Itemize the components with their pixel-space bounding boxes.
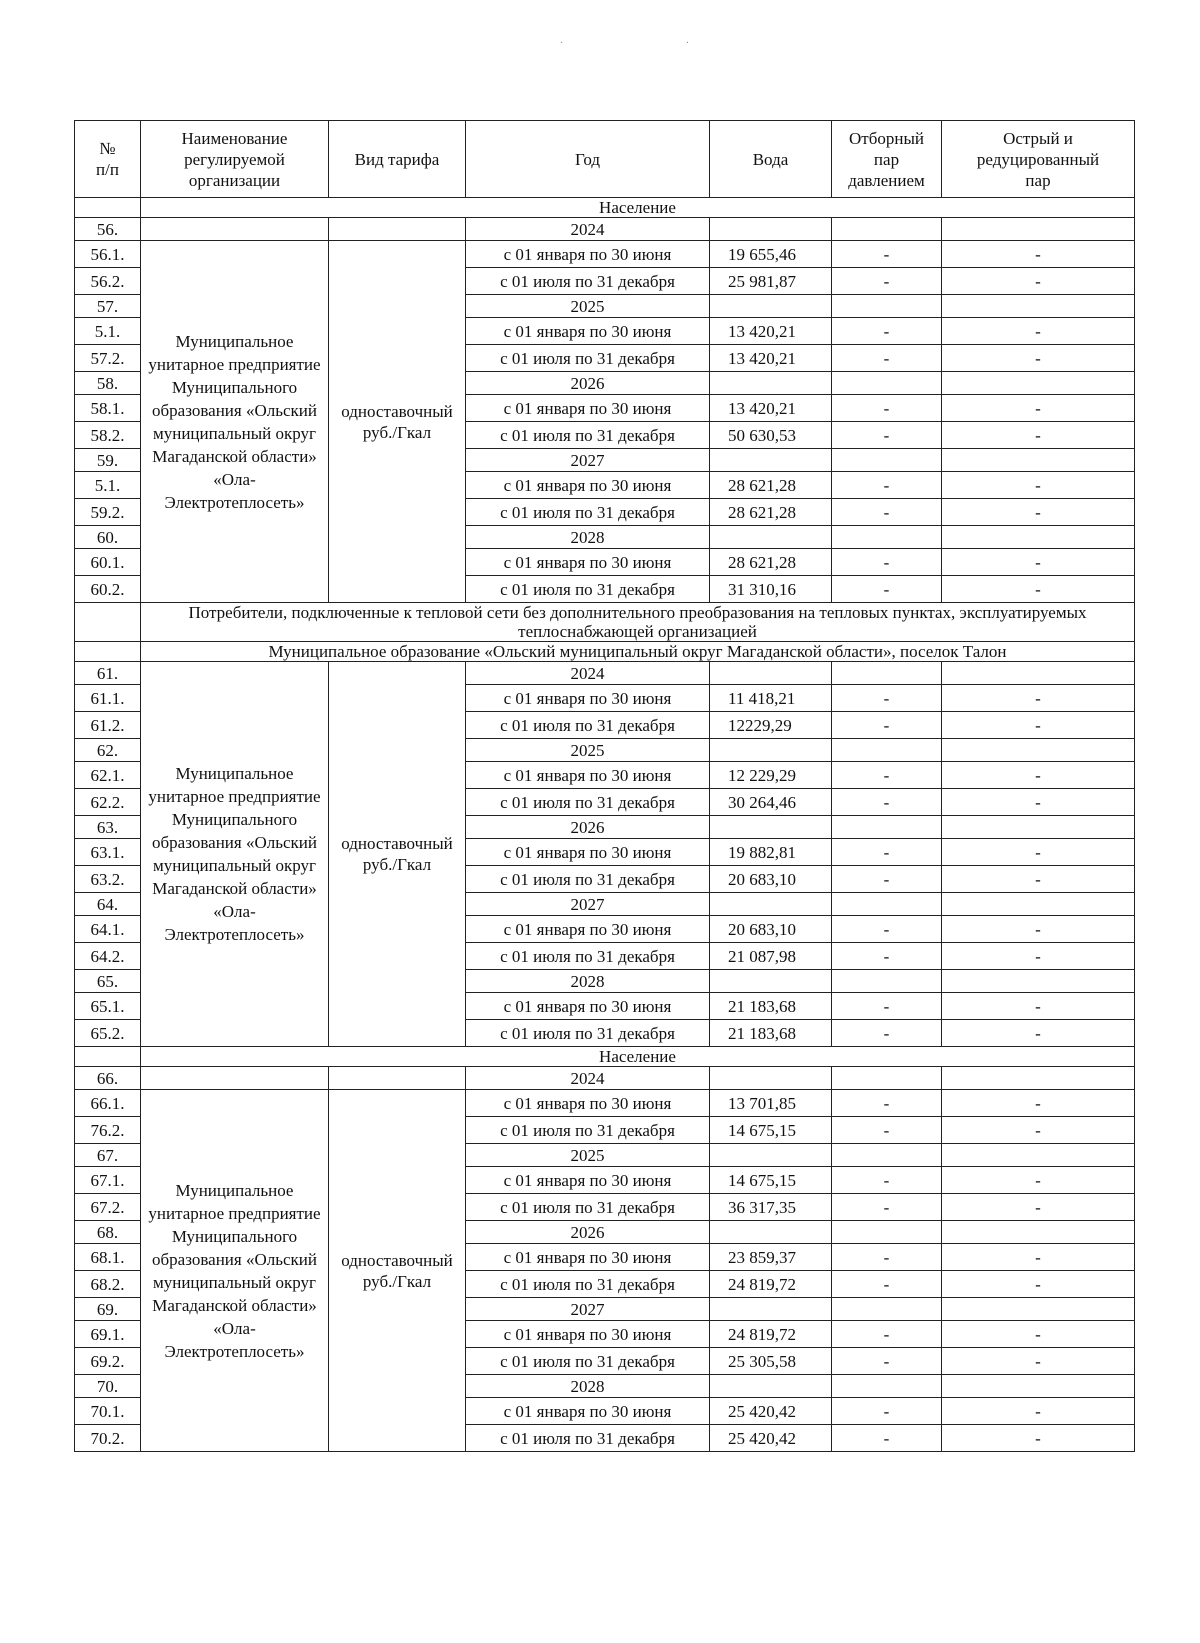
steam-sharp-value: - — [942, 241, 1135, 268]
period-label: с 01 января по 30 июня — [466, 685, 710, 712]
year-label: 2027 — [466, 449, 710, 472]
empty-value — [942, 526, 1135, 549]
year-label: 2026 — [466, 1221, 710, 1244]
row-number: 59.2. — [75, 499, 141, 526]
steam-sharp-value: - — [942, 943, 1135, 970]
steam-sharp-value: - — [942, 916, 1135, 943]
steam-sharp-value: - — [942, 1020, 1135, 1047]
period-label: с 01 января по 30 июня — [466, 1090, 710, 1117]
year-label: 2024 — [466, 1067, 710, 1090]
steam-sharp-value: - — [942, 762, 1135, 789]
row-number: 66.1. — [75, 1090, 141, 1117]
empty-value — [832, 1298, 942, 1321]
table-row — [75, 241, 1135, 268]
steam-sharp-value: - — [942, 866, 1135, 893]
empty-value — [832, 739, 942, 762]
year-row — [75, 1067, 1135, 1090]
water-value: 36 317,35 — [710, 1194, 832, 1221]
period-label: с 01 января по 30 июня — [466, 1321, 710, 1348]
water-value: 20 683,10 — [710, 866, 832, 893]
period-label: с 01 января по 30 июня — [466, 549, 710, 576]
section-title-row — [75, 198, 1135, 218]
year-label: 2026 — [466, 372, 710, 395]
water-value: 11 418,21 — [710, 685, 832, 712]
table-body — [75, 198, 1135, 1452]
empty-value — [710, 970, 832, 993]
water-value: 30 264,46 — [710, 789, 832, 816]
header-water: Вода — [710, 121, 832, 198]
section-num-cell — [75, 603, 141, 642]
table-row — [75, 1090, 1135, 1117]
row-number: 67.1. — [75, 1167, 141, 1194]
empty-value — [710, 526, 832, 549]
steam-sharp-value: - — [942, 318, 1135, 345]
steam-sharp-value: - — [942, 1425, 1135, 1452]
water-value: 13 420,21 — [710, 318, 832, 345]
steam-selected-value: - — [832, 395, 942, 422]
section-title: Потребители, подключенные к тепловой сети без дополнительного преобразования на тепловых пунктах, эксплуатируемых теплоснабжающей организацией — [141, 603, 1135, 642]
water-value: 21 183,68 — [710, 1020, 832, 1047]
section-num-cell — [75, 1047, 141, 1067]
section-title: Население — [141, 1047, 1135, 1067]
period-label: с 01 января по 30 июня — [466, 916, 710, 943]
steam-sharp-value: - — [942, 839, 1135, 866]
steam-selected-value: - — [832, 943, 942, 970]
row-number: 56.1. — [75, 241, 141, 268]
row-number: 61. — [75, 662, 141, 685]
steam-selected-value: - — [832, 549, 942, 576]
period-label: с 01 июля по 31 декабря — [466, 576, 710, 603]
steam-selected-value: - — [832, 1117, 942, 1144]
water-value: 24 819,72 — [710, 1321, 832, 1348]
row-number: 60. — [75, 526, 141, 549]
year-label: 2025 — [466, 1144, 710, 1167]
tariff-table — [74, 120, 1135, 1452]
empty-value — [710, 1144, 832, 1167]
period-label: с 01 января по 30 июня — [466, 1398, 710, 1425]
steam-sharp-value: - — [942, 1321, 1135, 1348]
water-value: 25 420,42 — [710, 1425, 832, 1452]
row-number: 62. — [75, 739, 141, 762]
period-label: с 01 июля по 31 декабря — [466, 1348, 710, 1375]
empty-value — [832, 295, 942, 318]
tariff-type: одноставочный руб./Гкал — [329, 1090, 466, 1452]
steam-sharp-value: - — [942, 472, 1135, 499]
water-value: 25 305,58 — [710, 1348, 832, 1375]
empty-value — [942, 218, 1135, 241]
year-row — [75, 218, 1135, 241]
row-number: 60.2. — [75, 576, 141, 603]
empty-value — [710, 816, 832, 839]
section-title: Население — [141, 198, 1135, 218]
row-number: 58. — [75, 372, 141, 395]
period-label: с 01 января по 30 июня — [466, 1244, 710, 1271]
period-label: с 01 июля по 31 декабря — [466, 1194, 710, 1221]
row-number: 69.2. — [75, 1348, 141, 1375]
water-value: 12 229,29 — [710, 762, 832, 789]
steam-selected-value: - — [832, 1271, 942, 1298]
row-number: 60.1. — [75, 549, 141, 576]
year-label: 2028 — [466, 1375, 710, 1398]
water-value: 20 683,10 — [710, 916, 832, 943]
period-label: с 01 июля по 31 декабря — [466, 866, 710, 893]
empty-value — [710, 662, 832, 685]
year-row — [75, 662, 1135, 685]
steam-selected-value: - — [832, 318, 942, 345]
row-number: 58.2. — [75, 422, 141, 449]
row-number: 5.1. — [75, 472, 141, 499]
row-number: 65.2. — [75, 1020, 141, 1047]
water-value: 28 621,28 — [710, 472, 832, 499]
row-number: 69. — [75, 1298, 141, 1321]
steam-sharp-value: - — [942, 993, 1135, 1020]
empty-value — [710, 1221, 832, 1244]
empty-value — [942, 295, 1135, 318]
period-label: с 01 июля по 31 декабря — [466, 712, 710, 739]
steam-selected-value: - — [832, 1090, 942, 1117]
water-value: 19 882,81 — [710, 839, 832, 866]
steam-selected-value: - — [832, 1020, 942, 1047]
water-value: 14 675,15 — [710, 1117, 832, 1144]
row-number: 68.2. — [75, 1271, 141, 1298]
row-number: 5.1. — [75, 318, 141, 345]
empty-value — [832, 816, 942, 839]
steam-selected-value: - — [832, 712, 942, 739]
water-value: 28 621,28 — [710, 549, 832, 576]
steam-selected-value: - — [832, 499, 942, 526]
year-label: 2025 — [466, 295, 710, 318]
steam-selected-value: - — [832, 576, 942, 603]
empty-value — [832, 1144, 942, 1167]
steam-sharp-value: - — [942, 268, 1135, 295]
row-number: 56. — [75, 218, 141, 241]
water-value: 31 310,16 — [710, 576, 832, 603]
steam-selected-value: - — [832, 839, 942, 866]
empty-value — [942, 893, 1135, 916]
empty-tariff-cell — [329, 218, 466, 241]
row-number: 56.2. — [75, 268, 141, 295]
period-label: с 01 июля по 31 декабря — [466, 1020, 710, 1047]
year-label: 2027 — [466, 893, 710, 916]
period-label: с 01 января по 30 июня — [466, 395, 710, 422]
steam-sharp-value: - — [942, 685, 1135, 712]
empty-org-cell — [141, 218, 329, 241]
period-label: с 01 января по 30 июня — [466, 993, 710, 1020]
steam-sharp-value: - — [942, 712, 1135, 739]
empty-value — [710, 449, 832, 472]
empty-value — [942, 662, 1135, 685]
period-label: с 01 января по 30 июня — [466, 241, 710, 268]
year-label: 2026 — [466, 816, 710, 839]
empty-value — [942, 970, 1135, 993]
steam-sharp-value: - — [942, 1271, 1135, 1298]
water-value: 14 675,15 — [710, 1167, 832, 1194]
empty-value — [710, 295, 832, 318]
period-label: с 01 июля по 31 декабря — [466, 943, 710, 970]
header-steam-sharp: Острый и редуцированный пар — [942, 121, 1135, 198]
section-subtitle-row — [75, 642, 1135, 662]
scan-dots: · · — [560, 38, 750, 49]
steam-sharp-value: - — [942, 345, 1135, 372]
empty-value — [832, 970, 942, 993]
row-number: 64.1. — [75, 916, 141, 943]
row-number: 66. — [75, 1067, 141, 1090]
section-title-row — [75, 1047, 1135, 1067]
steam-selected-value: - — [832, 1244, 942, 1271]
empty-value — [942, 1221, 1135, 1244]
tariff-type: одноставочный руб./Гкал — [329, 662, 466, 1047]
empty-value — [832, 449, 942, 472]
row-number: 65. — [75, 970, 141, 993]
period-label: с 01 июля по 31 декабря — [466, 1425, 710, 1452]
empty-org-cell — [141, 1067, 329, 1090]
empty-tariff-cell — [329, 1067, 466, 1090]
water-value: 21 183,68 — [710, 993, 832, 1020]
empty-value — [942, 372, 1135, 395]
water-value: 28 621,28 — [710, 499, 832, 526]
steam-sharp-value: - — [942, 1167, 1135, 1194]
empty-value — [832, 526, 942, 549]
steam-sharp-value: - — [942, 422, 1135, 449]
empty-value — [942, 739, 1135, 762]
header-year: Год — [466, 121, 710, 198]
row-number: 67. — [75, 1144, 141, 1167]
row-number: 63. — [75, 816, 141, 839]
steam-sharp-value: - — [942, 1398, 1135, 1425]
empty-value — [832, 1221, 942, 1244]
steam-selected-value: - — [832, 472, 942, 499]
row-number: 63.2. — [75, 866, 141, 893]
header-steam-selected: Отборный пар давлением — [832, 121, 942, 198]
steam-sharp-value: - — [942, 789, 1135, 816]
steam-sharp-value: - — [942, 1244, 1135, 1271]
row-number: 57.2. — [75, 345, 141, 372]
row-number: 70. — [75, 1375, 141, 1398]
steam-selected-value: - — [832, 1398, 942, 1425]
water-value: 13 420,21 — [710, 395, 832, 422]
steam-selected-value: - — [832, 789, 942, 816]
empty-value — [710, 1067, 832, 1090]
header-num: № п/п — [75, 121, 141, 198]
empty-value — [710, 372, 832, 395]
period-label: с 01 января по 30 июня — [466, 839, 710, 866]
empty-value — [832, 218, 942, 241]
empty-value — [832, 662, 942, 685]
empty-value — [942, 1375, 1135, 1398]
steam-sharp-value: - — [942, 1194, 1135, 1221]
steam-sharp-value: - — [942, 395, 1135, 422]
empty-value — [942, 1067, 1135, 1090]
steam-sharp-value: - — [942, 1348, 1135, 1375]
year-label: 2027 — [466, 1298, 710, 1321]
steam-selected-value: - — [832, 1321, 942, 1348]
water-value: 13 701,85 — [710, 1090, 832, 1117]
water-value: 19 655,46 — [710, 241, 832, 268]
steam-sharp-value: - — [942, 1117, 1135, 1144]
steam-selected-value: - — [832, 422, 942, 449]
water-value: 24 819,72 — [710, 1271, 832, 1298]
row-number: 63.1. — [75, 839, 141, 866]
steam-selected-value: - — [832, 866, 942, 893]
steam-selected-value: - — [832, 993, 942, 1020]
empty-value — [832, 1375, 942, 1398]
row-number: 76.2. — [75, 1117, 141, 1144]
empty-value — [942, 449, 1135, 472]
row-number: 59. — [75, 449, 141, 472]
organization-name: Муниципальное унитарное предприятие Муниципального образования «Ольский муниципальный округ Магаданской области» «Ола-Электротеплосеть» — [141, 1090, 329, 1452]
period-label: с 01 июля по 31 декабря — [466, 345, 710, 372]
steam-sharp-value: - — [942, 499, 1135, 526]
steam-sharp-value: - — [942, 549, 1135, 576]
year-label: 2025 — [466, 739, 710, 762]
empty-value — [832, 1067, 942, 1090]
period-label: с 01 января по 30 июня — [466, 1167, 710, 1194]
empty-value — [710, 1375, 832, 1398]
year-label: 2028 — [466, 970, 710, 993]
row-number: 62.1. — [75, 762, 141, 789]
tariff-type: одноставочный руб./Гкал — [329, 241, 466, 603]
header-row — [75, 121, 1135, 198]
period-label: с 01 июля по 31 декабря — [466, 422, 710, 449]
empty-value — [832, 893, 942, 916]
period-label: с 01 июля по 31 декабря — [466, 1271, 710, 1298]
empty-value — [942, 1298, 1135, 1321]
steam-selected-value: - — [832, 916, 942, 943]
steam-selected-value: - — [832, 241, 942, 268]
steam-selected-value: - — [832, 268, 942, 295]
steam-sharp-value: - — [942, 1090, 1135, 1117]
row-number: 58.1. — [75, 395, 141, 422]
steam-selected-value: - — [832, 1425, 942, 1452]
section-title-row — [75, 603, 1135, 642]
water-value: 25 420,42 — [710, 1398, 832, 1425]
water-value: 23 859,37 — [710, 1244, 832, 1271]
empty-value — [710, 739, 832, 762]
row-number: 64. — [75, 893, 141, 916]
year-label: 2028 — [466, 526, 710, 549]
organization-name: Муниципальное унитарное предприятие Муниципального образования «Ольский муниципальный округ Магаданской области» «Ола-Электротеплосеть» — [141, 662, 329, 1047]
period-label: с 01 июля по 31 декабря — [466, 499, 710, 526]
water-value: 13 420,21 — [710, 345, 832, 372]
water-value: 50 630,53 — [710, 422, 832, 449]
steam-selected-value: - — [832, 1194, 942, 1221]
header-tariff: Вид тарифа — [329, 121, 466, 198]
steam-selected-value: - — [832, 1167, 942, 1194]
row-number: 67.2. — [75, 1194, 141, 1221]
steam-sharp-value: - — [942, 576, 1135, 603]
steam-selected-value: - — [832, 345, 942, 372]
row-number: 64.2. — [75, 943, 141, 970]
steam-selected-value: - — [832, 1348, 942, 1375]
section-num-cell — [75, 198, 141, 218]
period-label: с 01 января по 30 июня — [466, 318, 710, 345]
year-label: 2024 — [466, 662, 710, 685]
empty-value — [942, 816, 1135, 839]
row-number: 69.1. — [75, 1321, 141, 1348]
period-label: с 01 января по 30 июня — [466, 762, 710, 789]
year-label: 2024 — [466, 218, 710, 241]
period-label: с 01 июля по 31 декабря — [466, 268, 710, 295]
empty-value — [832, 372, 942, 395]
period-label: с 01 июля по 31 декабря — [466, 789, 710, 816]
section-subtitle: Муниципальное образование «Ольский муниципальный округ Магаданской области», поселок Талон — [141, 642, 1135, 662]
row-number: 70.2. — [75, 1425, 141, 1452]
empty-value — [710, 893, 832, 916]
row-number: 68.1. — [75, 1244, 141, 1271]
water-value: 21 087,98 — [710, 943, 832, 970]
steam-selected-value: - — [832, 762, 942, 789]
row-number: 68. — [75, 1221, 141, 1244]
row-number: 61.2. — [75, 712, 141, 739]
header-org: Наименование регулируемой организации — [141, 121, 329, 198]
row-number: 62.2. — [75, 789, 141, 816]
row-number: 70.1. — [75, 1398, 141, 1425]
organization-name: Муниципальное унитарное предприятие Муниципального образования «Ольский муниципальный округ Магаданской области» «Ола-Электротеплосеть» — [141, 241, 329, 603]
row-number: 57. — [75, 295, 141, 318]
water-value: 12229,29 — [710, 712, 832, 739]
period-label: с 01 июля по 31 декабря — [466, 1117, 710, 1144]
empty-value — [942, 1144, 1135, 1167]
period-label: с 01 января по 30 июня — [466, 472, 710, 499]
water-value: 25 981,87 — [710, 268, 832, 295]
section-num-cell — [75, 642, 141, 662]
row-number: 65.1. — [75, 993, 141, 1020]
empty-value — [710, 1298, 832, 1321]
steam-selected-value: - — [832, 685, 942, 712]
row-number: 61.1. — [75, 685, 141, 712]
empty-value — [710, 218, 832, 241]
